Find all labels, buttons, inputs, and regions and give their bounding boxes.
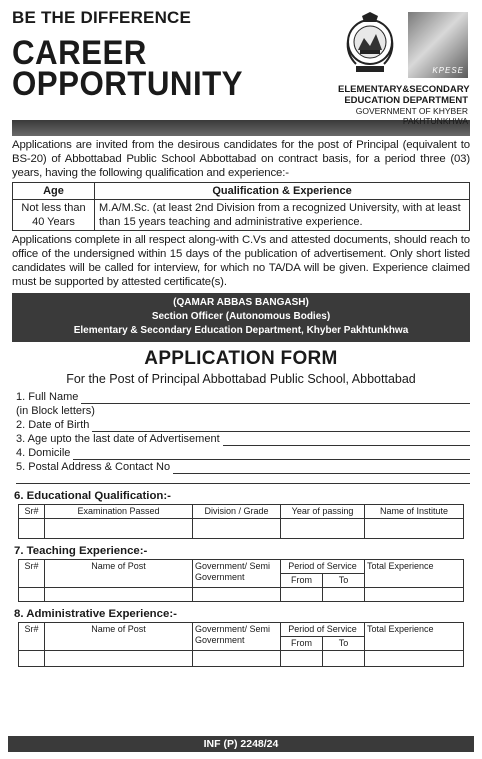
teach-col-gov: Government/ Semi Government [193, 560, 281, 588]
edu-cell[interactable] [281, 519, 365, 539]
address-label: 5. Postal Address & Contact No [16, 461, 171, 473]
domicile-line[interactable] [73, 450, 470, 460]
dept-name-line-1: ELEMENTARY&SECONDARY [338, 84, 470, 95]
admin-col-from: From [281, 637, 323, 651]
qualification-value: M.A/M.Sc. (at least 2nd Division from a recognized University, with at least than 15 years teaching and administrative experience. [95, 200, 470, 231]
table-row [13, 200, 470, 231]
edu-cell[interactable] [19, 519, 45, 539]
age-label: 3. Age upto the last date of Advertisement [16, 433, 220, 445]
teaching-heading: 7. Teaching Experience:- [14, 545, 148, 557]
admin-col-to: To [323, 637, 365, 651]
admin-col-period: Period of Service [281, 623, 365, 637]
admin-cell[interactable] [323, 651, 365, 667]
form-title: APPLICATION FORM [144, 348, 338, 369]
signatory-department: Elementary & Secondary Education Department, Khyber Pakhtunkhwa [73, 325, 409, 336]
page-title [12, 34, 243, 103]
education-heading: 6. Educational Qualification:- [14, 490, 171, 502]
admin-heading: 8. Administrative Experience:- [14, 608, 177, 620]
teach-col-period: Period of Service [281, 560, 365, 574]
footer-reference: INF (P) 2248/24 [8, 736, 474, 752]
admin-col-total: Total Experience [365, 623, 464, 651]
dept-name-line-4: PAKHTUNKHWA [402, 116, 468, 126]
teach-col-sr: Sr# [19, 560, 45, 588]
table-row[interactable] [19, 519, 464, 539]
title-line-1: CAREER [12, 34, 147, 72]
teach-col-to: To [323, 574, 365, 588]
edu-col-sr: Sr# [19, 505, 45, 519]
intro-paragraph: Applications are invited from the desirous candidates for the post of Principal (equivalent to BS-20) of Abbottabad Public School Abbottabad on contract basis, for a period three (03) years, having the following qualification and experience:- [12, 139, 470, 179]
edu-cell[interactable] [45, 519, 193, 539]
table-row [19, 560, 464, 574]
teach-cell[interactable] [281, 588, 323, 602]
title-line-2: OPPORTUNITY [12, 65, 243, 103]
age-field[interactable] [16, 432, 474, 446]
address-continuation-field[interactable] [16, 474, 474, 484]
full-name-field[interactable] [16, 390, 474, 404]
teach-cell[interactable] [193, 588, 281, 602]
admin-table [18, 622, 464, 667]
teach-cell[interactable] [323, 588, 365, 602]
edu-col-institute: Name of Institute [365, 505, 464, 519]
form-subtitle: For the Post of Principal Abbottabad Public School, Abbottabad [66, 372, 416, 386]
full-name-label: 1. Full Name [16, 391, 79, 403]
edu-cell[interactable] [193, 519, 281, 539]
full-name-line[interactable] [81, 394, 470, 404]
address-line[interactable] [173, 464, 470, 474]
age-header: Age [13, 183, 95, 200]
teach-col-from: From [281, 574, 323, 588]
admin-col-gov: Government/ Semi Government [193, 623, 281, 651]
age-line[interactable] [223, 436, 470, 446]
dob-line[interactable] [92, 422, 470, 432]
teach-cell[interactable] [45, 588, 193, 602]
edu-cell[interactable] [365, 519, 464, 539]
address-field[interactable] [16, 460, 474, 474]
admin-cell[interactable] [19, 651, 45, 667]
education-table [18, 504, 464, 539]
table-row [13, 183, 470, 200]
form-fields [8, 390, 474, 484]
dob-field[interactable] [16, 418, 474, 432]
header [8, 6, 474, 126]
admin-col-sr: Sr# [19, 623, 45, 651]
dob-label: 2. Date of Birth [16, 419, 90, 431]
signatory-designation: Section Officer (Autonomous Bodies) [151, 311, 331, 322]
kp-emblem-icon [342, 10, 398, 78]
qualification-header: Qualification & Experience [95, 183, 470, 200]
signatory-band [12, 293, 470, 342]
admin-col-post: Name of Post [45, 623, 193, 651]
department-logo [338, 10, 470, 126]
block-letters-note: (in Block letters) [16, 405, 95, 417]
kpese-logo-text: KPESE [432, 66, 464, 75]
edu-col-exam: Examination Passed [45, 505, 193, 519]
domicile-field[interactable] [16, 446, 474, 460]
dept-name-line-3: GOVERNMENT OF KHYBER [355, 106, 468, 116]
dept-name-line-2: EDUCATION DEPARTMENT [344, 95, 468, 106]
edu-col-division: Division / Grade [193, 505, 281, 519]
teach-cell[interactable] [365, 588, 464, 602]
qualification-table [12, 182, 470, 231]
signatory-name: (QAMAR ABBAS BANGASH) [173, 297, 309, 308]
domicile-label: 4. Domicile [16, 447, 71, 459]
table-row[interactable] [19, 651, 464, 667]
address-line-2[interactable] [16, 474, 470, 484]
teach-col-total: Total Experience [365, 560, 464, 588]
admin-cell[interactable] [193, 651, 281, 667]
table-row [19, 623, 464, 637]
instructions-paragraph: Applications complete in all respect along-with C.Vs and attested documents, should reach to office of the undersigned within 15 days of the publication of advertisement. Only short listed candidates will be called for interview, for which no TA/DA will be given. Experience claimed must be supported by attested certificate(s). [12, 234, 470, 288]
tagline: BE THE DIFFERENCE [12, 8, 192, 27]
age-value: Not less than 40 Years [13, 200, 95, 231]
table-row [19, 505, 464, 519]
admin-cell[interactable] [281, 651, 323, 667]
table-row[interactable] [19, 588, 464, 602]
edu-col-year: Year of passing [281, 505, 365, 519]
admin-cell[interactable] [365, 651, 464, 667]
teach-col-post: Name of Post [45, 560, 193, 588]
teaching-table [18, 559, 464, 602]
admin-cell[interactable] [45, 651, 193, 667]
teach-cell[interactable] [19, 588, 45, 602]
